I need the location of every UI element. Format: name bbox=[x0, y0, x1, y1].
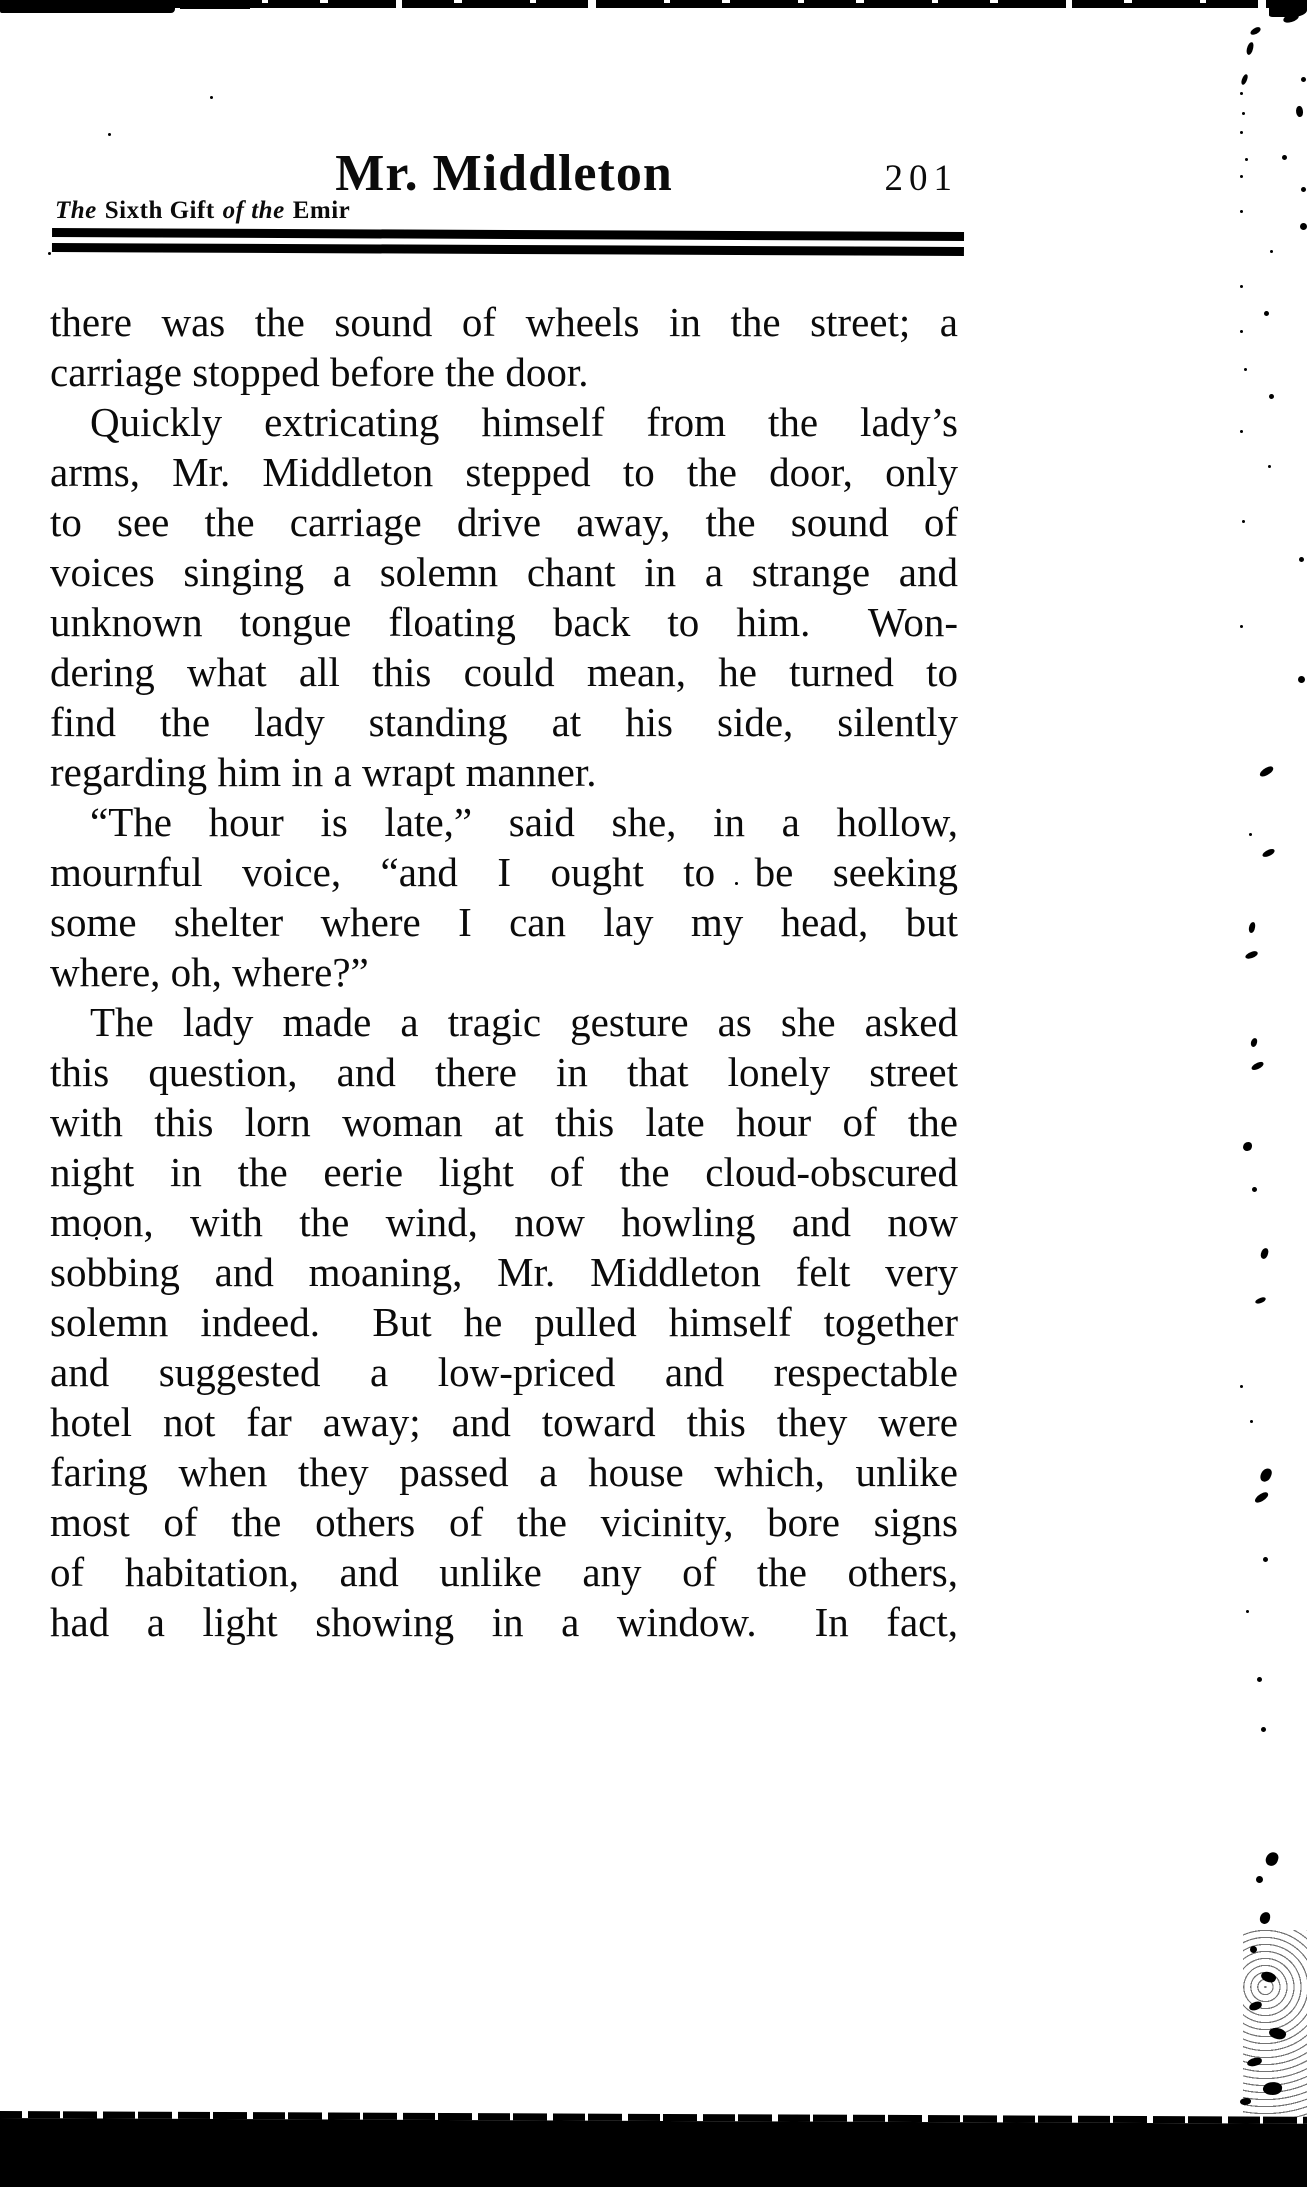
ink-speck bbox=[1250, 1038, 1257, 1048]
running-title-word: Emir bbox=[292, 197, 351, 224]
text-line: faring when they passed a house which, unlike bbox=[50, 1449, 958, 1495]
ink-speck bbox=[1243, 1142, 1252, 1151]
running-title-word: The bbox=[55, 197, 97, 224]
ink-speck bbox=[1248, 922, 1255, 934]
ink-speck bbox=[1249, 26, 1262, 36]
text-line: sobbing and moaning, Mr. Middleton felt very bbox=[50, 1249, 958, 1295]
text-line: where, oh, where?” bbox=[50, 949, 369, 995]
ink-speck bbox=[1295, 105, 1304, 117]
ink-speck bbox=[1253, 1491, 1269, 1505]
ink-speck bbox=[1254, 1296, 1266, 1304]
text-line: dering what all this could mean, he turned to bbox=[50, 649, 958, 695]
page-number: 201 bbox=[884, 158, 958, 199]
ink-speck bbox=[1264, 1851, 1279, 1868]
text-line: night in the eerie light of the cloud-obscured bbox=[50, 1149, 958, 1195]
ink-speck bbox=[1259, 1467, 1274, 1484]
running-title-word: of the bbox=[222, 197, 285, 224]
text-line: voices singing a solemn chant in a strange and bbox=[50, 549, 958, 595]
torn-edge-left-chunk bbox=[0, 0, 175, 13]
text-line: regarding him in a wrapt manner. bbox=[50, 749, 597, 795]
text-line: some shelter where I can lay my head, but bbox=[50, 899, 958, 945]
running-title-word: Sixth Gift bbox=[104, 197, 215, 224]
scan-grain bbox=[1243, 1930, 1307, 2120]
text-line: most of the others of the vicinity, bore signs bbox=[50, 1499, 958, 1545]
text-line: of habitation, and unlike any of the others, bbox=[50, 1549, 958, 1595]
ink-speck bbox=[1240, 73, 1248, 85]
text-line: this question, and there in that lonely street bbox=[50, 1049, 958, 1095]
text-line: mournful voice, “and I ought to be seeking bbox=[50, 849, 958, 895]
text-line: “The hour is late,” said she, in a hollow, bbox=[90, 799, 958, 845]
ink-speck bbox=[1246, 42, 1255, 56]
text-line: find the lady standing at his side, silently bbox=[50, 699, 958, 745]
ink-speck bbox=[1258, 765, 1275, 778]
text-line: hotel not far away; and toward this they were bbox=[50, 1399, 958, 1445]
text-line: carriage stopped before the door. bbox=[50, 349, 589, 395]
text-line: to see the carriage drive away, the sound of bbox=[50, 499, 958, 545]
torn-edge-left-chunk bbox=[180, 0, 250, 9]
ink-speck bbox=[1261, 848, 1275, 858]
text-line: unknown tongue floating back to him. Won- bbox=[50, 599, 958, 645]
text-line: solemn indeed. But he pulled himself together bbox=[50, 1299, 958, 1345]
ink-speck-field bbox=[0, 0, 3, 3]
text-line: Quickly extricating himself from the lady’s bbox=[90, 399, 958, 445]
text-line: and suggested a low-priced and respectable bbox=[50, 1349, 958, 1395]
text-line: there was the sound of wheels in the street; a bbox=[50, 299, 958, 345]
ink-speck bbox=[1259, 1911, 1271, 1925]
text-line: with this lorn woman at this late hour of the bbox=[50, 1099, 958, 1145]
double-rule bbox=[52, 228, 964, 256]
page-title: Mr. Middleton bbox=[335, 145, 673, 202]
ink-speck bbox=[1250, 1061, 1264, 1072]
text-line: moon, with the wind, now howling and now bbox=[50, 1199, 958, 1245]
text-line: The lady made a tragic gesture as she asked bbox=[90, 999, 958, 1045]
ink-speck bbox=[1260, 1247, 1269, 1259]
body-text bbox=[50, 297, 958, 1647]
ink-speck bbox=[1244, 950, 1258, 960]
text-line: arms, Mr. Middleton stepped to the door, only bbox=[50, 449, 958, 495]
running-title bbox=[55, 196, 358, 226]
bottom-scan-band bbox=[0, 2118, 1307, 2187]
text-line: had a light showing in a window. In fact, bbox=[50, 1599, 958, 1645]
